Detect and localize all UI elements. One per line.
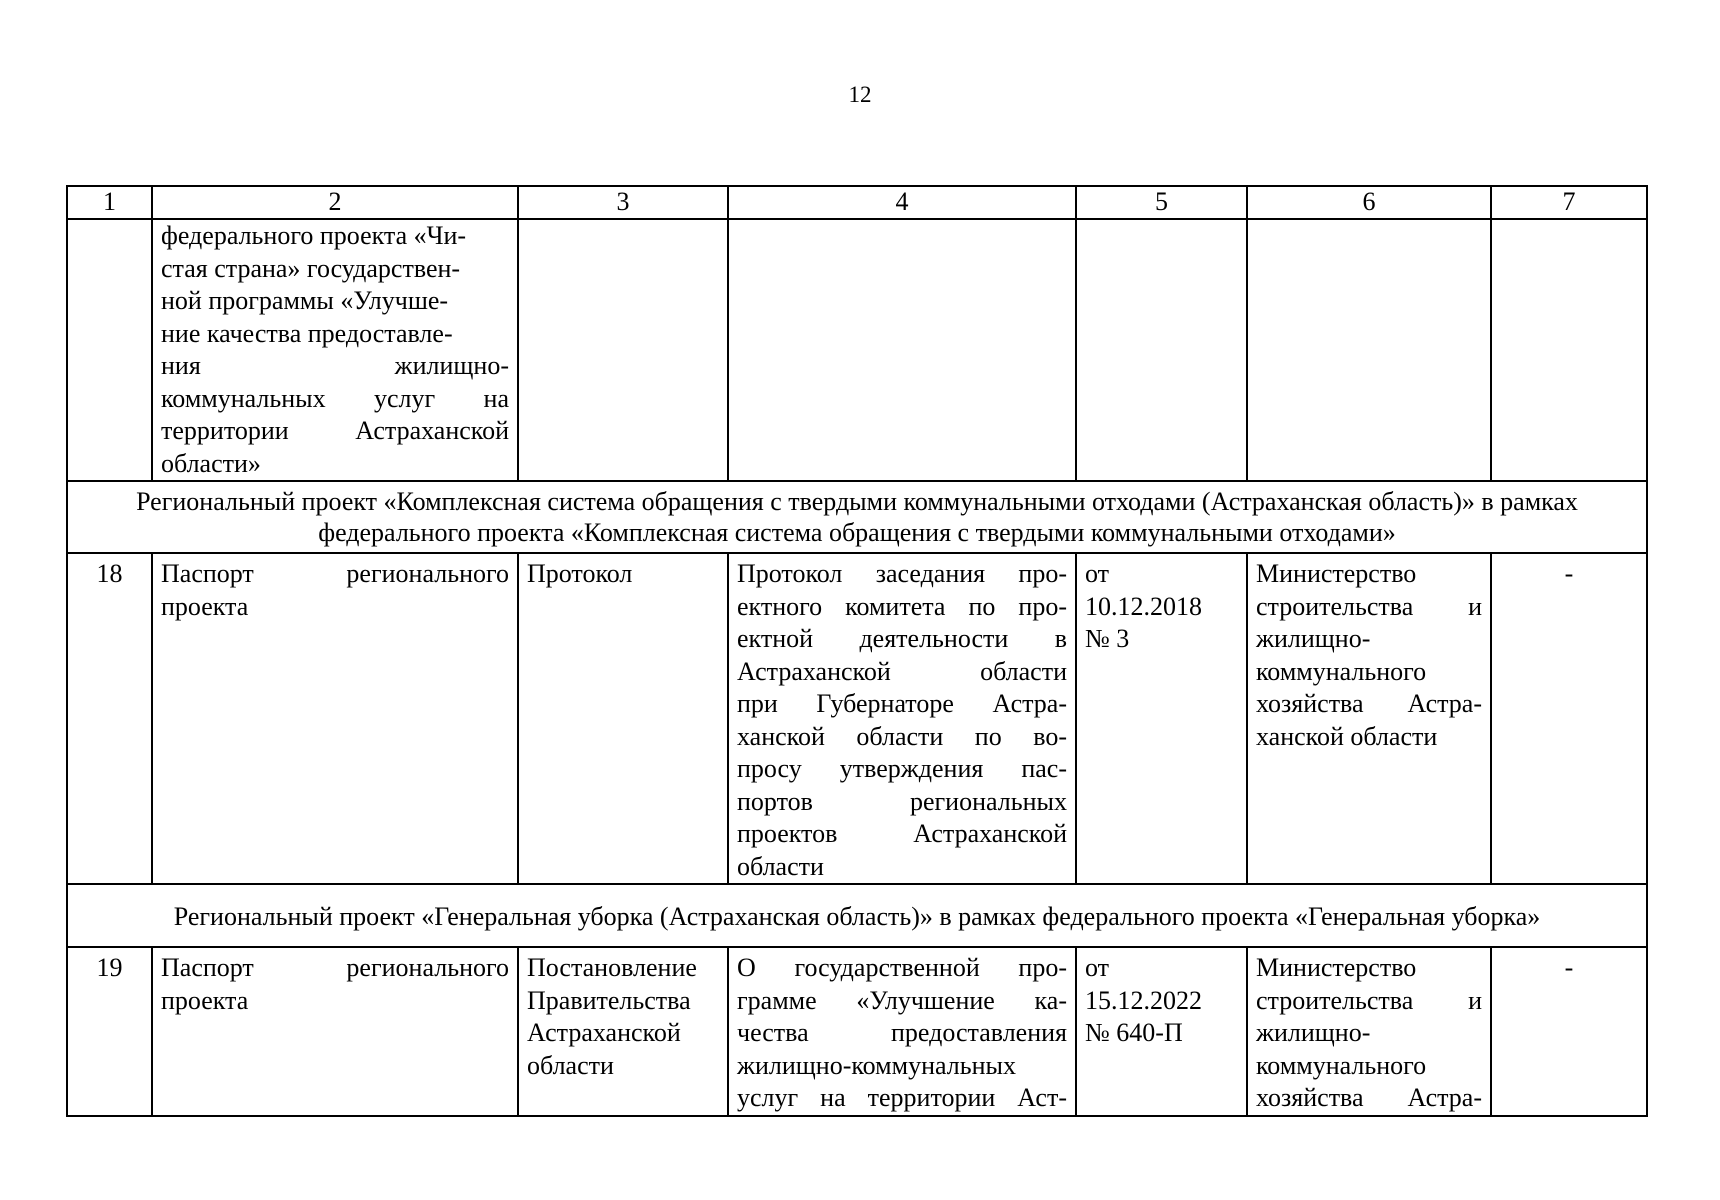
section-heading-waste: Региональный проект «Комплексная система обращения с твердыми коммунальными отходами (Астраханская область)» в рамках федерального проекта «Комплексная система обращения с твердыми коммунальными отходами» — [67, 481, 1647, 553]
continued-name-cell: федерального проекта «Чи- стая страна» государствен- ной программы «Улучше- ние качества предоставле- ния жилищно- коммунальных услуг на территории Астраханской области» — [152, 219, 518, 481]
row-doc-title: Протокол заседания про- ектного комитета по про- ектной деятельности в Астраханской области при Губернаторе Астра- ханской области по во- просу утверждения пас- портов региональных проектов Астраханской области — [728, 553, 1076, 884]
row-number: 19 — [67, 947, 152, 1116]
row-authority: Министерство строительства и жилищно- коммунального хозяйства Астра- — [1247, 947, 1491, 1116]
section-heading-row — [67, 481, 1647, 553]
table-row — [67, 947, 1647, 1116]
cell-empty — [518, 219, 728, 481]
column-header-7: 7 — [1491, 186, 1647, 219]
row-doc-type: Протокол — [518, 553, 728, 884]
row-name-cell: Паспорт регионального проекта — [152, 553, 518, 884]
table-row-continued — [67, 219, 1647, 481]
cell-empty — [1247, 219, 1491, 481]
row-authority: Министерство строительства и жилищно- коммунального хозяйства Астра- ханской области — [1247, 553, 1491, 884]
section-heading-row — [67, 884, 1647, 947]
cell-empty — [1491, 219, 1647, 481]
row-doc-date: от 15.12.2022 № 640-П — [1076, 947, 1247, 1116]
column-header-1: 1 — [67, 186, 152, 219]
column-header-2: 2 — [152, 186, 518, 219]
column-number-row — [67, 186, 1647, 219]
cell-empty — [728, 219, 1076, 481]
row-number: 18 — [67, 553, 152, 884]
page-number: 12 — [848, 82, 872, 107]
row-doc-title: О государственной про- грамме «Улучшение ка- чества предоставления жилищно-коммунальных услуг на территории Аст- — [728, 947, 1076, 1116]
document-table — [66, 185, 1648, 1117]
row-note: - — [1491, 553, 1647, 884]
column-header-4: 4 — [728, 186, 1076, 219]
column-header-5: 5 — [1076, 186, 1247, 219]
table-row — [67, 553, 1647, 884]
section-heading-cleanup: Региональный проект «Генеральная уборка (Астраханская область)» в рамках федерального проекта «Генеральная уборка» — [67, 884, 1647, 947]
column-header-6: 6 — [1247, 186, 1491, 219]
row-note: - — [1491, 947, 1647, 1116]
row-doc-date: от 10.12.2018 № 3 — [1076, 553, 1247, 884]
row-name-cell: Паспорт регионального проекта — [152, 947, 518, 1116]
column-header-3: 3 — [518, 186, 728, 219]
row-doc-type: Постановление Правительства Астраханской области — [518, 947, 728, 1116]
cell-empty — [1076, 219, 1247, 481]
cell-empty — [67, 219, 152, 481]
